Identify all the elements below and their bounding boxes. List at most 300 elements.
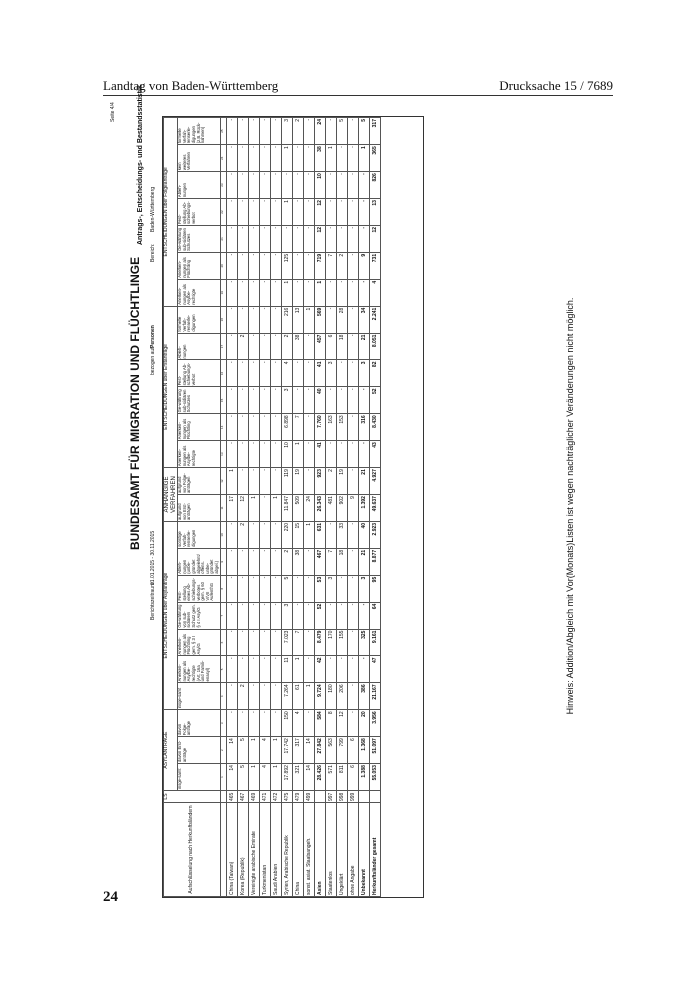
table-row: [281, 118, 292, 897]
table-cell: 2: [281, 548, 292, 575]
table-cell: 10: [314, 172, 325, 199]
table-cell: -: [303, 333, 314, 360]
table-cell: -: [226, 656, 237, 683]
table-row: [270, 118, 281, 897]
table-row: [314, 118, 325, 897]
table-cell: 7.264: [281, 683, 292, 710]
table-cell: -: [336, 279, 347, 306]
table-cell: 12: [314, 199, 325, 226]
table-row: [248, 118, 259, 897]
row-label: Syrien, Arabische Republik: [281, 803, 292, 897]
table-cell: -: [270, 252, 281, 279]
table-cell: -: [270, 172, 281, 199]
region-label: Bereich:: [150, 243, 156, 262]
table-cell: 2: [325, 468, 336, 495]
table-cell: -: [226, 548, 237, 575]
column-header: kein weiteres Verfahren: [178, 145, 220, 172]
table-cell: 2: [292, 118, 303, 145]
table-cell: -: [248, 360, 259, 387]
table-cell: 21: [358, 333, 369, 360]
table-cell: 3: [281, 118, 292, 145]
table-cell: 10: [281, 441, 292, 468]
table-cell: 365: [369, 145, 380, 172]
table-cell: 731: [369, 252, 380, 279]
table-cell: -: [303, 548, 314, 575]
table-cell: 3: [325, 575, 336, 602]
table-cell: 584: [314, 710, 325, 737]
table-cell: 2: [237, 521, 248, 548]
table-cell: 1: [248, 495, 259, 522]
table-cell: 180: [325, 683, 336, 710]
table-cell: -: [248, 118, 259, 145]
table-cell: 1: [303, 683, 314, 710]
table-cell: -: [259, 145, 270, 172]
table-cell: 4.927: [369, 468, 380, 495]
table-cell: 52: [314, 602, 325, 629]
table-cell: -: [237, 145, 248, 172]
table-cell: -: [237, 252, 248, 279]
table-cell: -: [292, 225, 303, 252]
table-cell: 14: [303, 764, 314, 791]
region-value: Baden-Württemberg: [150, 186, 156, 232]
table-cell: -: [270, 414, 281, 441]
table-cell: 7: [292, 629, 303, 656]
table-cell: -: [259, 710, 270, 737]
table-cell: 8.479: [314, 629, 325, 656]
table-cell: 7: [325, 252, 336, 279]
column-header: Ge-währung sub-sidiären Schutzes: [178, 387, 220, 414]
table-cell: -: [237, 629, 248, 656]
table-cell: 40: [314, 387, 325, 414]
table-cell: 24: [314, 118, 325, 145]
table-cell: -: [336, 602, 347, 629]
table-cell: 20: [358, 710, 369, 737]
table-cell: 1: [270, 764, 281, 791]
table-cell: 481: [325, 495, 336, 522]
table-cell: 17.742: [281, 737, 292, 764]
table-cell: 95: [369, 575, 380, 602]
column-number: 3: [220, 710, 226, 737]
column-number: 13: [220, 441, 226, 468]
table-cell: -: [347, 252, 358, 279]
table-cell: -: [336, 575, 347, 602]
table-cell: 51.097: [369, 737, 380, 764]
table-cell: -: [226, 710, 237, 737]
table-cell: -: [358, 441, 369, 468]
column-number: 7: [220, 602, 226, 629]
row-label: China: [292, 803, 303, 897]
table-cell: -: [270, 333, 281, 360]
basis-value: Personen: [150, 325, 156, 348]
column-number: 1: [220, 764, 226, 791]
table-cell: -: [347, 441, 358, 468]
table-cell: -: [237, 225, 248, 252]
table-cell: 719: [314, 252, 325, 279]
table-cell: 15: [292, 521, 303, 548]
table-cell: 317: [292, 737, 303, 764]
table-cell: -: [270, 118, 281, 145]
table-cell: -: [237, 360, 248, 387]
table-cell: -: [358, 279, 369, 306]
table-cell: 1: [281, 145, 292, 172]
table-cell: 13: [292, 306, 303, 333]
table-cell: -: [347, 548, 358, 575]
table-cell: 163: [325, 414, 336, 441]
column-header: Anerken-nungen als Flüchtling: [178, 252, 220, 279]
table-cell: 3: [358, 575, 369, 602]
table-cell: 38: [292, 548, 303, 575]
table-cell: -: [347, 118, 358, 145]
column-header: Ge-währung von sub-sidiärem Schutz gem. § 4 I AsylG: [178, 602, 220, 629]
table-cell: 2: [281, 333, 292, 360]
table-cell: 14: [226, 737, 237, 764]
table-cell: -: [248, 656, 259, 683]
table-cell: -: [303, 629, 314, 656]
table-cell: -: [325, 172, 336, 199]
row-ls-code: 499: [303, 791, 314, 803]
table-cell: 571: [325, 764, 336, 791]
table-cell: 902: [336, 495, 347, 522]
table-cell: 17: [226, 495, 237, 522]
table-cell: 2: [237, 333, 248, 360]
footnote-hint: Hinweis: Addition/Abgleich mit Vor(Monats)Listen ist wegen nachträglicher Veränderungen nicht möglich.: [565, 297, 575, 715]
asylantraege-header: ASYLANTRÄGE: [164, 710, 178, 791]
table-cell: -: [270, 656, 281, 683]
table-cell: -: [347, 602, 358, 629]
table-cell: -: [292, 360, 303, 387]
table-cell: 5: [237, 737, 248, 764]
row-label: Staatenlos: [325, 803, 336, 897]
table-cell: -: [303, 387, 314, 414]
column-number: 18: [220, 306, 226, 333]
table-cell: 1: [248, 764, 259, 791]
table-cell: 43: [369, 441, 380, 468]
table-cell: -: [226, 521, 237, 548]
table-cell: -: [347, 468, 358, 495]
table-cell: -: [270, 145, 281, 172]
table-cell: -: [226, 441, 237, 468]
table-cell: -: [347, 172, 358, 199]
table-cell: -: [259, 279, 270, 306]
table-cell: 4: [259, 737, 270, 764]
table-cell: -: [259, 387, 270, 414]
table-cell: 64: [369, 602, 380, 629]
table-cell: -: [347, 387, 358, 414]
table-cell: -: [325, 279, 336, 306]
table-cell: -: [226, 629, 237, 656]
table-row: [259, 118, 270, 897]
statistics-table-rotated: [163, 117, 423, 897]
entscheidungen-folge-header: ENTSCHEIDUNGEN über Folgeanträge: [164, 118, 178, 307]
table-cell: -: [270, 521, 281, 548]
table-row: [358, 118, 369, 897]
table-cell: -: [292, 602, 303, 629]
table-cell: -: [259, 333, 270, 360]
table-cell: -: [259, 225, 270, 252]
table-cell: -: [237, 656, 248, 683]
table-cell: 12: [237, 495, 248, 522]
column-header: davon Erst-anträge: [178, 737, 220, 764]
table-cell: -: [336, 656, 347, 683]
table-cell: 7: [325, 548, 336, 575]
table-cell: 509: [292, 495, 303, 522]
table-cell: -: [248, 441, 259, 468]
table-cell: -: [248, 306, 259, 333]
column-header: Ableh-nungen: [178, 172, 220, 199]
table-cell: -: [259, 683, 270, 710]
table-cell: -: [347, 575, 358, 602]
table-cell: -: [270, 548, 281, 575]
table-cell: 631: [314, 521, 325, 548]
table-cell: -: [281, 225, 292, 252]
table-cell: 49.637: [369, 495, 380, 522]
table-cell: -: [270, 279, 281, 306]
table-cell: 4: [281, 360, 292, 387]
row-ls-code: 469: [248, 791, 259, 803]
table-cell: 8.051: [369, 333, 380, 360]
table-cell: -: [248, 602, 259, 629]
table-cell: 1.368: [358, 737, 369, 764]
table-cell: 1: [314, 279, 325, 306]
table-cell: 12: [369, 225, 380, 252]
table-cell: 321: [292, 764, 303, 791]
table-cell: -: [347, 333, 358, 360]
table-cell: 2: [237, 683, 248, 710]
table-cell: 21.167: [369, 683, 380, 710]
table-cell: 316: [358, 414, 369, 441]
table-cell: -: [248, 468, 259, 495]
table-cell: 9.161: [369, 629, 380, 656]
table-cell: -: [336, 172, 347, 199]
table-cell: 1: [281, 279, 292, 306]
row-label: Saudi Arabien: [270, 803, 281, 897]
table-cell: -: [237, 118, 248, 145]
table-cell: 155: [336, 629, 347, 656]
entscheidungen-asyl-header: ENTSCHEIDUNGEN über Asylanträge: [164, 521, 178, 709]
table-cell: -: [358, 199, 369, 226]
table-cell: -: [347, 145, 358, 172]
table-cell: -: [248, 575, 259, 602]
table-cell: -: [303, 118, 314, 145]
column-header: davon Folge-anträge: [178, 710, 220, 737]
table-cell: 12: [336, 710, 347, 737]
table-cell: -: [347, 710, 358, 737]
table-cell: -: [226, 252, 237, 279]
row-ls-code: [369, 791, 380, 803]
column-number: 14: [220, 414, 226, 441]
table-cell: -: [237, 468, 248, 495]
statistics-table-frame: [162, 116, 424, 898]
column-header: Anerken-nungen als Asylbe-rechtigte: [178, 279, 220, 306]
table-cell: -: [259, 252, 270, 279]
basis-label: bezogen auf:: [150, 346, 156, 375]
table-cell: -: [248, 279, 259, 306]
statistics-table-body: [226, 118, 380, 897]
table-cell: -: [259, 172, 270, 199]
column-number: 2: [220, 737, 226, 764]
table-cell: 457: [314, 333, 325, 360]
table-cell: 1: [226, 468, 237, 495]
table-cell: 40: [358, 521, 369, 548]
row-label: China (Taiwan): [226, 803, 237, 897]
row-label: Korea (Republik): [237, 803, 248, 897]
page-label: Seite 4/4: [110, 102, 116, 122]
table-cell: 1: [358, 145, 369, 172]
column-number: 19: [220, 279, 226, 306]
table-cell: 14: [303, 737, 314, 764]
table-cell: 1: [292, 656, 303, 683]
table-cell: -: [259, 602, 270, 629]
table-cell: -: [259, 575, 270, 602]
table-cell: 7: [292, 414, 303, 441]
table-cell: 811: [336, 764, 347, 791]
column-number: 16: [220, 360, 226, 387]
header-right: Drucksache 15 / 7689: [499, 78, 613, 93]
table-cell: 6: [347, 764, 358, 791]
table-cell: 61: [292, 683, 303, 710]
column-header-row: [178, 118, 220, 897]
table-cell: 21: [358, 548, 369, 575]
table-cell: 3: [325, 360, 336, 387]
table-cell: 19: [292, 468, 303, 495]
column-number: 21: [220, 225, 226, 252]
table-cell: -: [270, 683, 281, 710]
table-cell: 18: [336, 333, 347, 360]
row-ls-code: 999: [347, 791, 358, 803]
table-cell: -: [358, 387, 369, 414]
table-cell: 82: [369, 360, 380, 387]
table-cell: -: [325, 602, 336, 629]
table-cell: -: [347, 225, 358, 252]
table-cell: 8.877: [369, 548, 380, 575]
table-cell: 11.847: [281, 495, 292, 522]
table-cell: 5: [281, 575, 292, 602]
table-cell: -: [259, 495, 270, 522]
table-cell: 7.023: [281, 629, 292, 656]
column-header: sonstige Verfah-renserle-digungen: [178, 521, 220, 548]
column-header: Anerken-nungen als Asylbe-rechtigte: [178, 441, 220, 468]
statistics-table: [163, 117, 381, 897]
table-cell: 2.923: [369, 521, 380, 548]
table-cell: 325: [358, 629, 369, 656]
table-cell: 1: [292, 441, 303, 468]
table-cell: 21: [358, 468, 369, 495]
table-cell: -: [248, 710, 259, 737]
table-cell: -: [248, 172, 259, 199]
table-cell: 55.053: [369, 764, 380, 791]
table-cell: 41: [314, 441, 325, 468]
table-cell: -: [303, 252, 314, 279]
table-cell: -: [237, 575, 248, 602]
table-row: [303, 118, 314, 897]
column-number: 12: [220, 468, 226, 495]
table-cell: -: [303, 279, 314, 306]
table-cell: -: [358, 656, 369, 683]
table-cell: -: [226, 602, 237, 629]
table-cell: 12: [314, 225, 325, 252]
row-label: Turkmenistan: [259, 803, 270, 897]
table-cell: -: [226, 387, 237, 414]
ls-header: LS: [164, 791, 221, 803]
table-cell: 2: [336, 252, 347, 279]
table-cell: 26.343: [314, 495, 325, 522]
column-number: 24: [220, 145, 226, 172]
column-number: 10: [220, 521, 226, 548]
table-cell: 33: [336, 521, 347, 548]
table-cell: -: [336, 387, 347, 414]
table-cell: 9: [347, 495, 358, 522]
table-cell: 7.760: [314, 414, 325, 441]
table-cell: 6: [347, 737, 358, 764]
table-cell: 569: [314, 306, 325, 333]
column-number: 20: [220, 252, 226, 279]
table-cell: 42: [314, 656, 325, 683]
column-header: aufgrund von Erst-anträgen: [178, 495, 220, 522]
table-cell: 4: [292, 710, 303, 737]
table-cell: -: [270, 602, 281, 629]
table-cell: 5: [237, 764, 248, 791]
column-header: Anerken-nungen als Flüchtling gem. § 3 I AsylG: [178, 629, 220, 656]
table-cell: -: [292, 252, 303, 279]
table-cell: 6: [325, 333, 336, 360]
table-cell: 1: [248, 737, 259, 764]
anhaengig-header: ANHÄNGIGE VERFAHREN: [164, 468, 178, 522]
table-cell: -: [226, 145, 237, 172]
table-cell: -: [226, 199, 237, 226]
table-cell: 799: [336, 737, 347, 764]
table-cell: -: [259, 306, 270, 333]
row-ls-code: [358, 791, 369, 803]
table-cell: 5: [358, 118, 369, 145]
table-cell: -: [226, 414, 237, 441]
group-header-row: [164, 118, 178, 897]
table-cell: -: [303, 710, 314, 737]
table-cell: -: [248, 414, 259, 441]
table-cell: 563: [325, 737, 336, 764]
table-cell: -: [347, 199, 358, 226]
table-cell: -: [259, 521, 270, 548]
table-cell: 826: [369, 172, 380, 199]
table-cell: 6.898: [281, 414, 292, 441]
table-cell: -: [237, 306, 248, 333]
table-cell: 3: [281, 387, 292, 414]
table-cell: -: [303, 468, 314, 495]
table-cell: -: [259, 468, 270, 495]
table-cell: -: [270, 575, 281, 602]
table-cell: 14: [226, 764, 237, 791]
table-cell: -: [358, 225, 369, 252]
table-cell: 38: [314, 145, 325, 172]
table-cell: -: [237, 172, 248, 199]
table-cell: -: [226, 225, 237, 252]
table-row: [325, 118, 336, 897]
table-cell: -: [303, 602, 314, 629]
table-cell: -: [237, 548, 248, 575]
table-cell: -: [303, 414, 314, 441]
table-cell: 1: [281, 199, 292, 226]
table-cell: -: [248, 629, 259, 656]
column-header: Anerken-nungen als Asylbe-rechtigte (Art. 16a und Famili-enasyl): [178, 656, 220, 683]
table-cell: -: [303, 145, 314, 172]
table-cell: 11: [281, 656, 292, 683]
table-cell: 2.241: [369, 306, 380, 333]
table-cell: -: [347, 629, 358, 656]
table-cell: -: [248, 548, 259, 575]
table-cell: -: [325, 387, 336, 414]
row-label: Herkunftsländer gesamt: [369, 803, 380, 897]
table-cell: -: [325, 118, 336, 145]
table-row: [369, 118, 380, 897]
